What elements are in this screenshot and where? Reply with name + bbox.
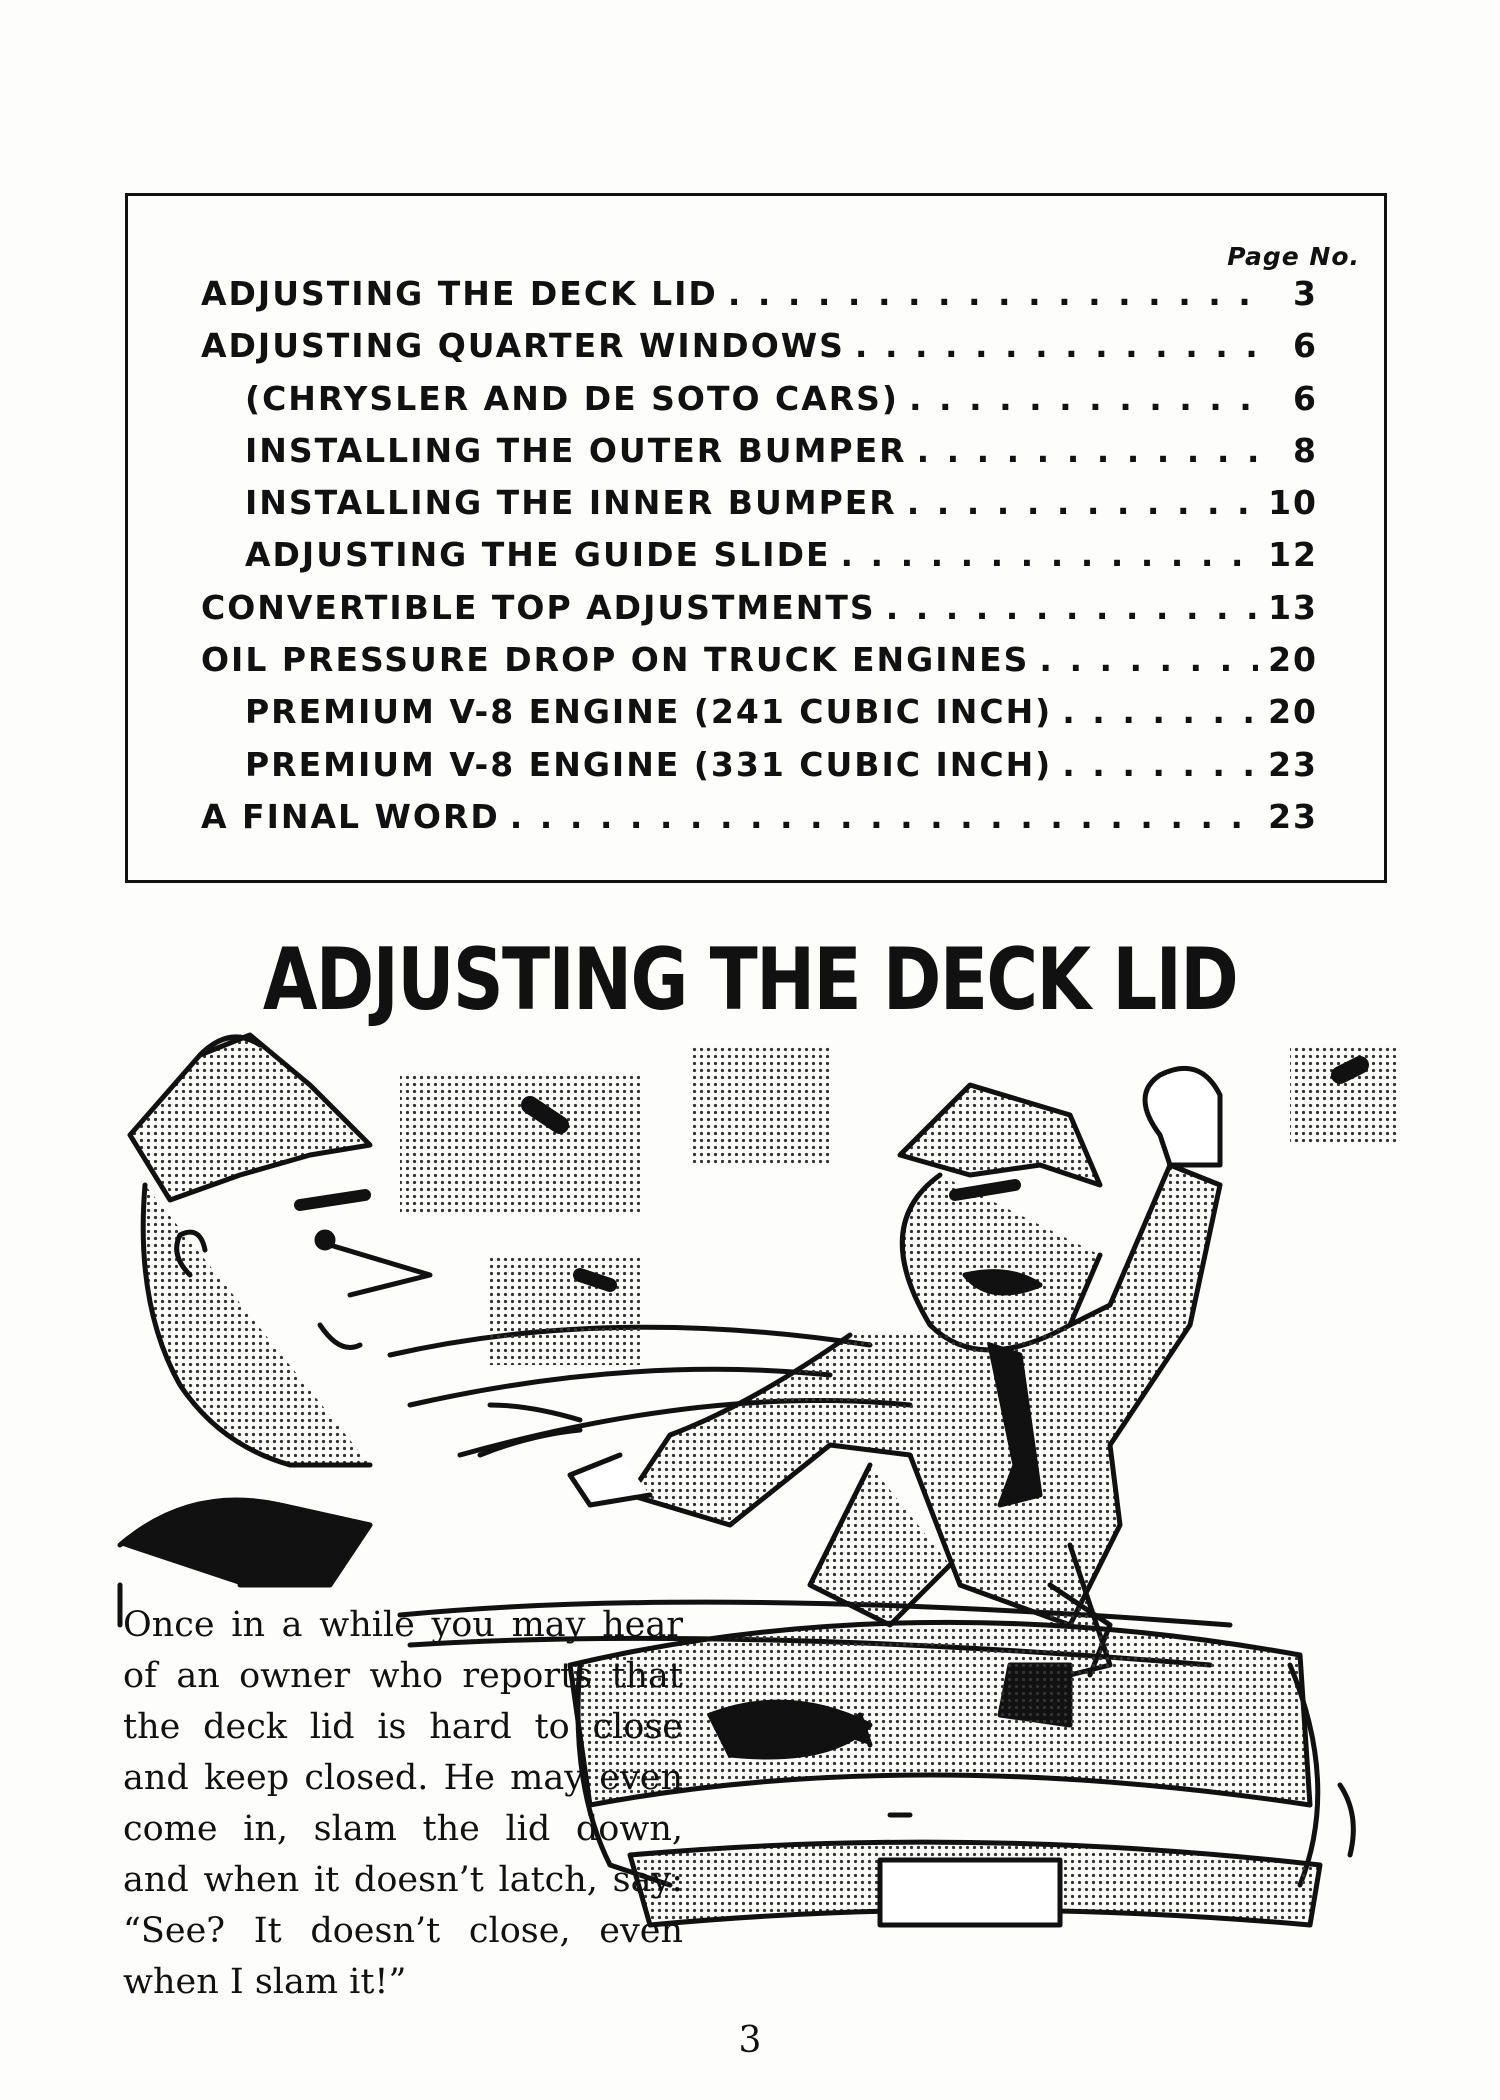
toc-entry-page: 23	[1268, 796, 1318, 836]
table-of-contents	[125, 193, 1387, 883]
toc-entry-title: CONVERTIBLE TOP ADJUSTMENTS	[201, 587, 876, 627]
toc-entry-title: (CHRYSLER AND DE SOTO CARS)	[245, 378, 900, 418]
toc-leader-dots	[907, 483, 1258, 522]
toc-leader-dots	[917, 431, 1262, 470]
toc-entry-page: 3	[1293, 274, 1318, 313]
toc-leader-dots	[886, 588, 1258, 627]
toc-entry	[201, 745, 1318, 797]
toc-entry-page: 20	[1268, 692, 1318, 732]
toc-entry	[201, 588, 1318, 640]
toc-entry-title: A FINAL WORD	[201, 796, 500, 836]
toc-entry-title: INSTALLING THE INNER BUMPER	[245, 483, 897, 523]
toc-entry	[201, 274, 1318, 326]
toc-entry	[201, 640, 1318, 692]
toc-entry-title: PREMIUM V-8 ENGINE (331 CUBIC INCH)	[245, 744, 1053, 784]
toc-entry-title: PREMIUM V-8 ENGINE (241 CUBIC INCH)	[245, 692, 1053, 732]
toc-entry	[201, 692, 1318, 744]
toc-entry	[201, 797, 1318, 849]
toc-entry-page: 12	[1268, 535, 1318, 575]
toc-entry-title: ADJUSTING THE GUIDE SLIDE	[245, 535, 831, 575]
toc-leader-dots	[728, 274, 1262, 313]
toc-leader-dots	[1062, 745, 1258, 784]
page-number: 3	[738, 2020, 762, 2061]
toc-entry-title: ADJUSTING THE DECK LID	[201, 274, 718, 313]
toc-entry	[201, 483, 1318, 535]
toc-entry	[201, 379, 1318, 431]
toc-entry-title: INSTALLING THE OUTER BUMPER	[245, 430, 907, 470]
toc-entry-page: 8	[1293, 430, 1318, 470]
toc-leader-dots	[855, 326, 1262, 365]
toc-entry	[201, 326, 1318, 378]
toc-entry-title: OIL PRESSURE DROP ON TRUCK ENGINES	[201, 640, 1030, 680]
toc-entry	[201, 535, 1318, 587]
toc-leader-dots	[1062, 692, 1258, 731]
toc-entry	[201, 431, 1318, 483]
toc-entry-page: 13	[1268, 587, 1318, 627]
toc-entry-page: 6	[1293, 378, 1318, 418]
toc-entry-page: 6	[1293, 326, 1318, 366]
toc-entry-page: 10	[1268, 483, 1318, 523]
section-title: ADJUSTING THE DECK LID	[262, 930, 1238, 1030]
body-paragraph: Once in a while you may hear of an owner who reports that the deck lid is hard to close and keep closed. He may even come in, slam the lid down, and when it doesn’t latch, say: “See? It doesn’t close, even when I slam it!”	[123, 1605, 683, 2002]
toc-entry-title: ADJUSTING QUARTER WINDOWS	[201, 326, 845, 366]
toc-page-no-header: Page No.	[1227, 242, 1360, 271]
toc-leader-dots	[841, 535, 1259, 574]
toc-leader-dots	[510, 797, 1258, 836]
toc-entry-page: 20	[1268, 640, 1318, 680]
toc-entry-page: 23	[1268, 744, 1318, 784]
toc-leader-dots	[909, 379, 1262, 418]
toc-leader-dots	[1039, 640, 1258, 679]
toc-list	[201, 274, 1318, 849]
